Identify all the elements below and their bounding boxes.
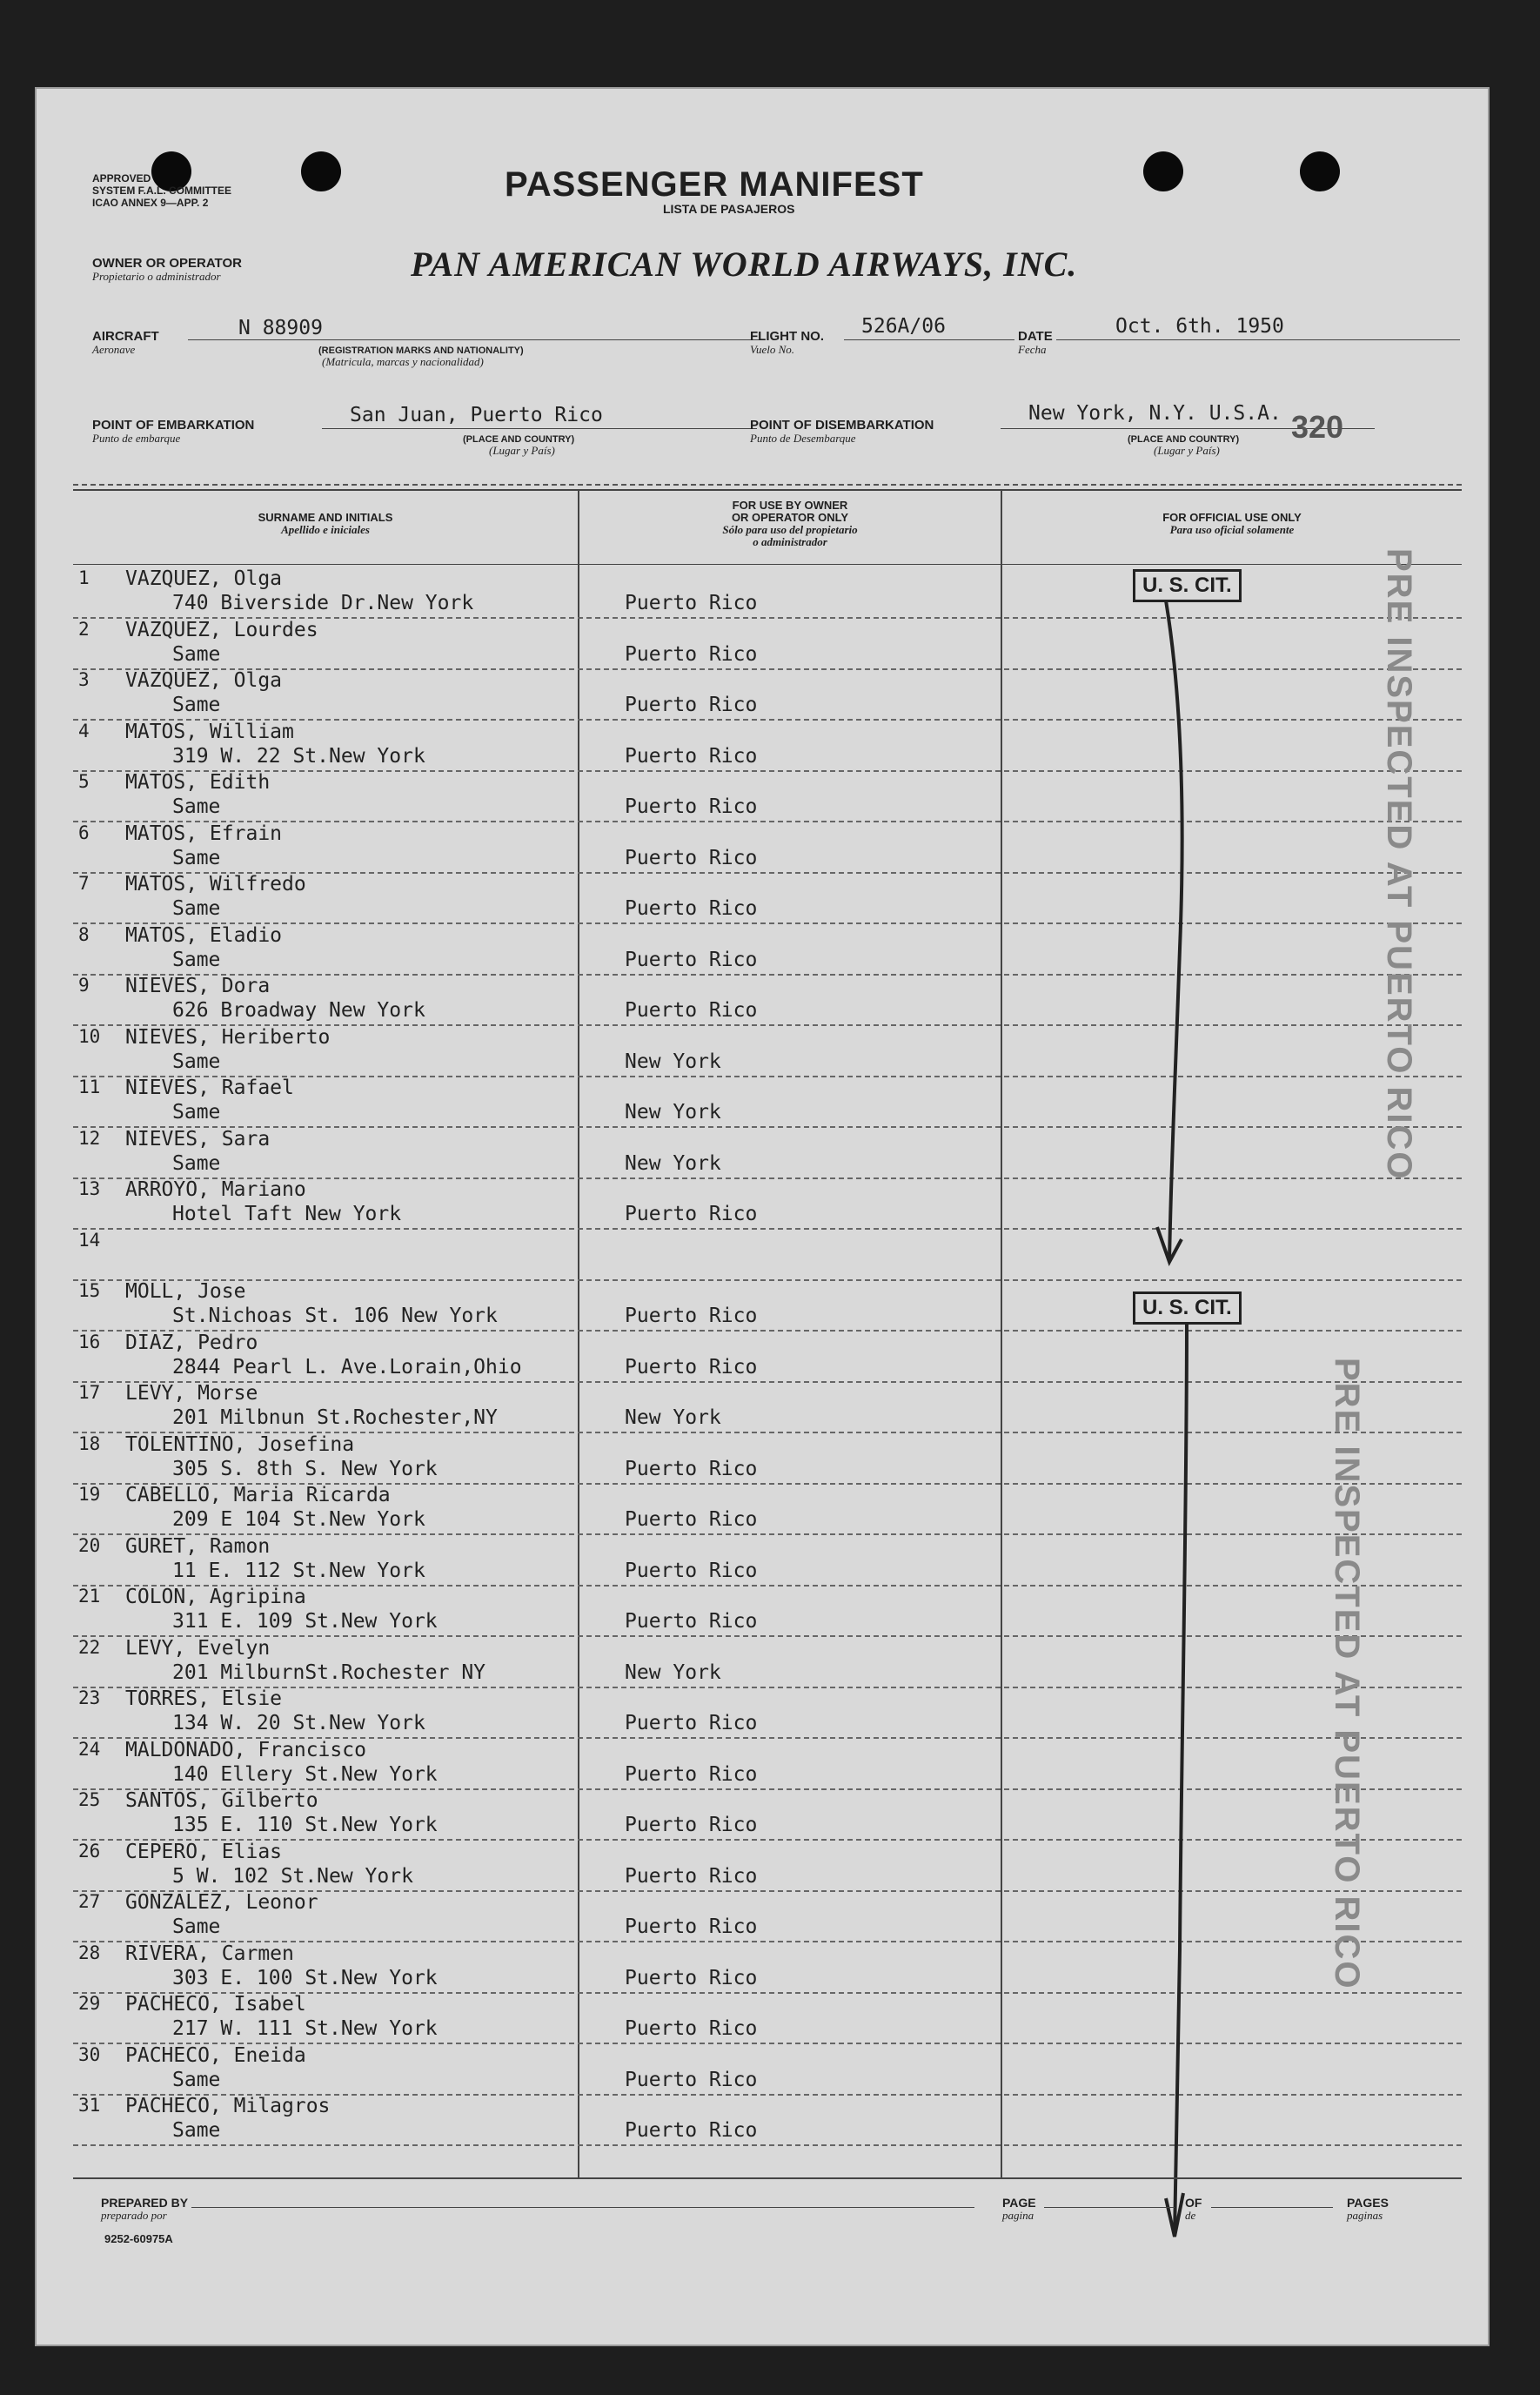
passenger-origin: Puerto Rico — [625, 1560, 758, 1582]
table-row — [73, 1993, 1462, 2044]
prepared-underline — [191, 2207, 974, 2208]
table-row — [73, 1891, 1462, 1942]
passenger-origin: Puerto Rico — [625, 745, 758, 768]
passenger-address: 135 E. 110 St.New York — [172, 1814, 438, 1836]
passenger-origin: Puerto Rico — [625, 2069, 758, 2091]
of-label: OF — [1185, 2196, 1202, 2210]
passenger-address: 626 Broadway New York — [172, 999, 425, 1022]
table-row — [73, 1841, 1462, 1892]
page-subtitle: LISTA DE PASAJEROS — [663, 202, 795, 216]
sheet-number: 320 — [1291, 409, 1344, 445]
passenger-address: Same — [172, 2119, 221, 2142]
row-number: 2 — [78, 619, 90, 640]
table-row — [73, 975, 1462, 1026]
passenger-address: 11 E. 112 St.New York — [172, 1560, 425, 1582]
bracket-arrow-1 — [1166, 600, 1182, 1262]
passenger-origin: Puerto Rico — [625, 949, 758, 971]
passenger-address: Same — [172, 1050, 221, 1073]
passenger-address: Hotel Taft New York — [172, 1203, 402, 1225]
approval-line: ICAO ANNEX 9—APP. 2 — [92, 197, 209, 209]
place-note-2: (PLACE AND COUNTRY) — [1128, 434, 1240, 445]
punch-hole — [1143, 151, 1183, 191]
row-number: 12 — [78, 1128, 101, 1149]
passenger-name: RIVERA, Carmen — [125, 1942, 294, 1965]
table-row — [73, 1942, 1462, 1994]
passenger-address: 134 W. 20 St.New York — [172, 1712, 425, 1734]
aircraft-label: AIRCRAFT — [92, 329, 159, 344]
row-number: 15 — [78, 1280, 101, 1301]
passenger-name: LEVY, Morse — [125, 1382, 258, 1405]
passenger-origin: New York — [625, 1101, 721, 1124]
row-number: 25 — [78, 1789, 101, 1810]
table-row — [73, 1484, 1462, 1535]
us-citizen-stamp-2: U. S. CIT. — [1133, 1291, 1242, 1325]
row-number: 26 — [78, 1841, 101, 1862]
passenger-name: DIAZ, Pedro — [125, 1332, 258, 1354]
passenger-origin: New York — [625, 1661, 721, 1684]
flight-value: 526A/06 — [861, 315, 946, 338]
page-label-es: pagina — [1002, 2209, 1034, 2222]
table-row — [73, 1586, 1462, 1637]
row-number: 11 — [78, 1077, 101, 1097]
passenger-address: Same — [172, 949, 221, 971]
table-row — [73, 1535, 1462, 1587]
passenger-name: PACHECO, Eneida — [125, 2044, 306, 2067]
row-number: 24 — [78, 1739, 101, 1760]
owner-label-es: Propietario o administrador — [92, 270, 221, 283]
row-number: 28 — [78, 1942, 101, 1963]
table-row — [73, 619, 1462, 670]
passenger-name: VAZQUEZ, Lourdes — [125, 619, 318, 641]
row-number: 16 — [78, 1332, 101, 1352]
passenger-address: Same — [172, 643, 221, 666]
passenger-address: St.Nichoas St. 106 New York — [172, 1305, 498, 1327]
passenger-name: PACHECO, Isabel — [125, 1993, 306, 2016]
column-header-surname-en: SURNAME AND INITIALS — [258, 511, 393, 524]
table-row — [73, 1789, 1462, 1841]
passenger-origin: Puerto Rico — [625, 999, 758, 1022]
registration-note: (REGISTRATION MARKS AND NATIONALITY) — [318, 345, 524, 356]
approval-line: APPROVED — [92, 172, 151, 184]
aircraft-label-es: Aeronave — [92, 343, 136, 356]
passenger-address: 140 Ellery St.New York — [172, 1763, 438, 1786]
place-note-es-2: (Lugar y País) — [1154, 444, 1220, 457]
passenger-name: PACHECO, Milagros — [125, 2095, 331, 2117]
table-row — [73, 1433, 1462, 1485]
passenger-address: 201 MilburnSt.Rochester NY — [172, 1661, 486, 1684]
place-note-1: (PLACE AND COUNTRY) — [463, 434, 575, 445]
column-header-owner-l2: OR OPERATOR ONLY — [731, 511, 849, 524]
passenger-address: Same — [172, 897, 221, 920]
table-row — [73, 669, 1462, 721]
passenger-origin: Puerto Rico — [625, 592, 758, 614]
table-row — [73, 822, 1462, 874]
passenger-address: Same — [172, 2069, 221, 2091]
passenger-origin: Puerto Rico — [625, 1356, 758, 1379]
passenger-name: MATOS, Eladio — [125, 924, 283, 947]
flight-label: FLIGHT NO. — [750, 329, 824, 344]
aircraft-underline — [188, 339, 762, 340]
page-underline — [1044, 2207, 1175, 2208]
row-number: 14 — [78, 1230, 101, 1251]
prepared-label: PREPARED BY — [101, 2196, 189, 2210]
column-header-official-es: Para uso oficial solamente — [1169, 523, 1295, 536]
passenger-origin: Puerto Rico — [625, 1203, 758, 1225]
bracket-arrow-2 — [1175, 1323, 1187, 2237]
passenger-name: NIEVES, Sara — [125, 1128, 271, 1151]
pages-label-es: paginas — [1347, 2209, 1383, 2222]
passenger-origin: Puerto Rico — [625, 1763, 758, 1786]
passenger-name: MATOS, Efrain — [125, 822, 283, 845]
passenger-origin: Puerto Rico — [625, 1458, 758, 1480]
row-number: 3 — [78, 669, 90, 690]
column-header-surname — [73, 512, 578, 536]
row-number: 5 — [78, 771, 90, 792]
table-row — [73, 1687, 1462, 1739]
table-row — [73, 771, 1462, 822]
prepared-label-es: preparado por — [101, 2209, 167, 2222]
row-number: 19 — [78, 1484, 101, 1505]
table-row — [73, 2095, 1462, 2146]
passenger-origin: New York — [625, 1152, 721, 1175]
us-citizen-stamp-1: U. S. CIT. — [1133, 569, 1242, 602]
passenger-name: MALDONADO, Francisco — [125, 1739, 366, 1761]
passenger-name: MATOS, Wilfredo — [125, 873, 306, 896]
passenger-address: 5 W. 102 St.New York — [172, 1865, 413, 1888]
preinspected-stamp-1: PRE INSPECTED AT PUERTO RICO — [1380, 548, 1418, 1181]
passenger-origin: Puerto Rico — [625, 1610, 758, 1633]
passenger-name: MATOS, Edith — [125, 771, 271, 794]
row-number: 6 — [78, 822, 90, 843]
table-row — [73, 1077, 1462, 1128]
approval-block — [92, 172, 231, 209]
table-row — [73, 1230, 1462, 1281]
table-row — [73, 567, 1462, 619]
row-number: 4 — [78, 721, 90, 741]
approval-line: SYSTEM F.A.L. COMMITTEE — [92, 184, 232, 197]
column-header-surname-es: Apellido e iniciales — [281, 523, 370, 536]
of-underline — [1211, 2207, 1333, 2208]
pages-label: PAGES — [1347, 2196, 1389, 2210]
registration-note-es: (Matricula, marcas y nacionalidad) — [322, 355, 484, 368]
passenger-origin: Puerto Rico — [625, 897, 758, 920]
row-number: 31 — [78, 2095, 101, 2116]
passenger-name: GURET, Ramon — [125, 1535, 271, 1558]
flight-label-es: Vuelo No. — [750, 343, 795, 356]
passenger-address: 201 Milbnun St.Rochester,NY — [172, 1406, 498, 1429]
passenger-origin: Puerto Rico — [625, 1305, 758, 1327]
owner-value: PAN AMERICAN WORLD AIRWAYS, INC. — [411, 245, 1078, 284]
row-number: 1 — [78, 567, 90, 588]
passenger-address: 311 E. 109 St.New York — [172, 1610, 438, 1633]
place-note-es-1: (Lugar y País) — [489, 444, 555, 457]
passenger-name: LEVY, Evelyn — [125, 1637, 271, 1660]
passenger-address: 303 E. 100 St.New York — [172, 1967, 438, 1989]
passenger-name: ARROYO, Mariano — [125, 1178, 306, 1201]
table-row — [73, 873, 1462, 924]
passenger-origin: Puerto Rico — [625, 1865, 758, 1888]
page-title: PASSENGER MANIFEST — [505, 165, 924, 204]
date-label: DATE — [1018, 329, 1053, 344]
passenger-origin: Puerto Rico — [625, 1967, 758, 1989]
table-row — [73, 1026, 1462, 1077]
passenger-name: TORRES, Elsie — [125, 1687, 283, 1710]
page-label: PAGE — [1002, 2196, 1036, 2210]
table-row — [73, 924, 1462, 976]
column-header-official — [1002, 512, 1462, 536]
of-label-es: de — [1185, 2209, 1196, 2222]
row-number: 7 — [78, 873, 90, 894]
row-number: 18 — [78, 1433, 101, 1454]
row-number: 21 — [78, 1586, 101, 1607]
date-value: Oct. 6th. 1950 — [1115, 315, 1284, 338]
column-header-official-en: FOR OFFICIAL USE ONLY — [1162, 511, 1302, 524]
column-header-owner-es1: Sólo para uso del propietario — [722, 523, 858, 536]
flight-underline — [844, 339, 1014, 340]
row-number: 17 — [78, 1382, 101, 1403]
table-row — [73, 1332, 1462, 1383]
table-row — [73, 1382, 1462, 1433]
column-header-owner — [579, 500, 1001, 548]
form-number: 9252-60975A — [104, 2232, 173, 2245]
preinspected-stamp-2: PRE INSPECTED AT PUERTO RICO — [1328, 1358, 1366, 1990]
passenger-address: Same — [172, 1915, 221, 1938]
table-row — [73, 1637, 1462, 1688]
passenger-address: Same — [172, 1152, 221, 1175]
passenger-origin: Puerto Rico — [625, 1915, 758, 1938]
passenger-address: 305 S. 8th S. New York — [172, 1458, 438, 1480]
passenger-address: Same — [172, 1101, 221, 1124]
punch-hole — [301, 151, 341, 191]
table-top-rule — [73, 484, 1462, 486]
passenger-origin: Puerto Rico — [625, 795, 758, 818]
row-number: 8 — [78, 924, 90, 945]
manifest-sheet — [35, 87, 1490, 2346]
table-row — [73, 2044, 1462, 2096]
table-row — [73, 721, 1462, 772]
passenger-address: Same — [172, 847, 221, 869]
table-row — [73, 1178, 1462, 1230]
passenger-name: CEPERO, Elias — [125, 1841, 283, 1863]
punch-hole — [1300, 151, 1340, 191]
embark-underline — [322, 428, 757, 429]
passenger-origin: Puerto Rico — [625, 1712, 758, 1734]
table-row — [73, 1280, 1462, 1332]
table-row — [73, 1128, 1462, 1179]
date-underline — [1056, 339, 1460, 340]
row-number: 20 — [78, 1535, 101, 1556]
row-rule — [73, 2144, 1462, 2146]
passenger-name: NIEVES, Dora — [125, 975, 271, 997]
passenger-name: MOLL, Jose — [125, 1280, 246, 1303]
passenger-address: 217 W. 111 St.New York — [172, 2017, 438, 2040]
passenger-name: TOLENTINO, Josefina — [125, 1433, 355, 1456]
embark-label: POINT OF EMBARKATION — [92, 418, 255, 433]
passenger-origin: New York — [625, 1050, 721, 1073]
passenger-name: VAZQUEZ, Olga — [125, 567, 283, 590]
row-number: 27 — [78, 1891, 101, 1912]
disembark-label-es: Punto de Desembarque — [750, 432, 856, 445]
passenger-name: SANTOS, Gilberto — [125, 1789, 318, 1812]
passenger-name: MATOS, William — [125, 721, 294, 743]
footer-rule — [73, 2177, 1462, 2179]
date-label-es: Fecha — [1018, 343, 1047, 356]
passenger-address: 740 Biverside Dr.New York — [172, 592, 474, 614]
passenger-name: NIEVES, Rafael — [125, 1077, 294, 1099]
passenger-address: Same — [172, 694, 221, 716]
header-bottom-rule — [73, 564, 1462, 565]
embark-value: San Juan, Puerto Rico — [350, 404, 603, 426]
column-header-owner-es2: o administrador — [753, 535, 827, 548]
row-number: 10 — [78, 1026, 101, 1047]
passenger-origin: Puerto Rico — [625, 643, 758, 666]
disembark-label: POINT OF DISEMBARKATION — [750, 418, 934, 433]
owner-label: OWNER OR OPERATOR — [92, 256, 242, 271]
aircraft-value: N 88909 — [238, 317, 323, 339]
row-number: 9 — [78, 975, 90, 996]
passenger-origin: Puerto Rico — [625, 2017, 758, 2040]
row-number: 13 — [78, 1178, 101, 1199]
table-row — [73, 1739, 1462, 1790]
table-top-rule-2 — [73, 489, 1462, 491]
embark-label-es: Punto de embarque — [92, 432, 181, 445]
passenger-origin: Puerto Rico — [625, 2119, 758, 2142]
passenger-address: 2844 Pearl L. Ave.Lorain,Ohio — [172, 1356, 522, 1379]
row-number: 23 — [78, 1687, 101, 1708]
bracket-arrows — [1131, 557, 1253, 2263]
passenger-name: COLON, Agripina — [125, 1586, 306, 1608]
row-number: 22 — [78, 1637, 101, 1658]
disembark-value: New York, N.Y. U.S.A. — [1028, 402, 1282, 425]
row-number: 30 — [78, 2044, 101, 2065]
row-number: 29 — [78, 1993, 101, 2014]
passenger-origin: Puerto Rico — [625, 1814, 758, 1836]
column-header-owner-l1: FOR USE BY OWNER — [732, 499, 848, 512]
passenger-address: 319 W. 22 St.New York — [172, 745, 425, 768]
passenger-origin: Puerto Rico — [625, 694, 758, 716]
passenger-origin: New York — [625, 1406, 721, 1429]
passenger-name: NIEVES, Heriberto — [125, 1026, 331, 1049]
passenger-address: Same — [172, 795, 221, 818]
passenger-name: CABELLO, Maria Ricarda — [125, 1484, 391, 1506]
passenger-origin: Puerto Rico — [625, 847, 758, 869]
passenger-name: GONZALEZ, Leonor — [125, 1891, 318, 1914]
passenger-name: VAZQUEZ, Olga — [125, 669, 283, 692]
passenger-origin: Puerto Rico — [625, 1508, 758, 1531]
passenger-address: 209 E 104 St.New York — [172, 1508, 425, 1531]
